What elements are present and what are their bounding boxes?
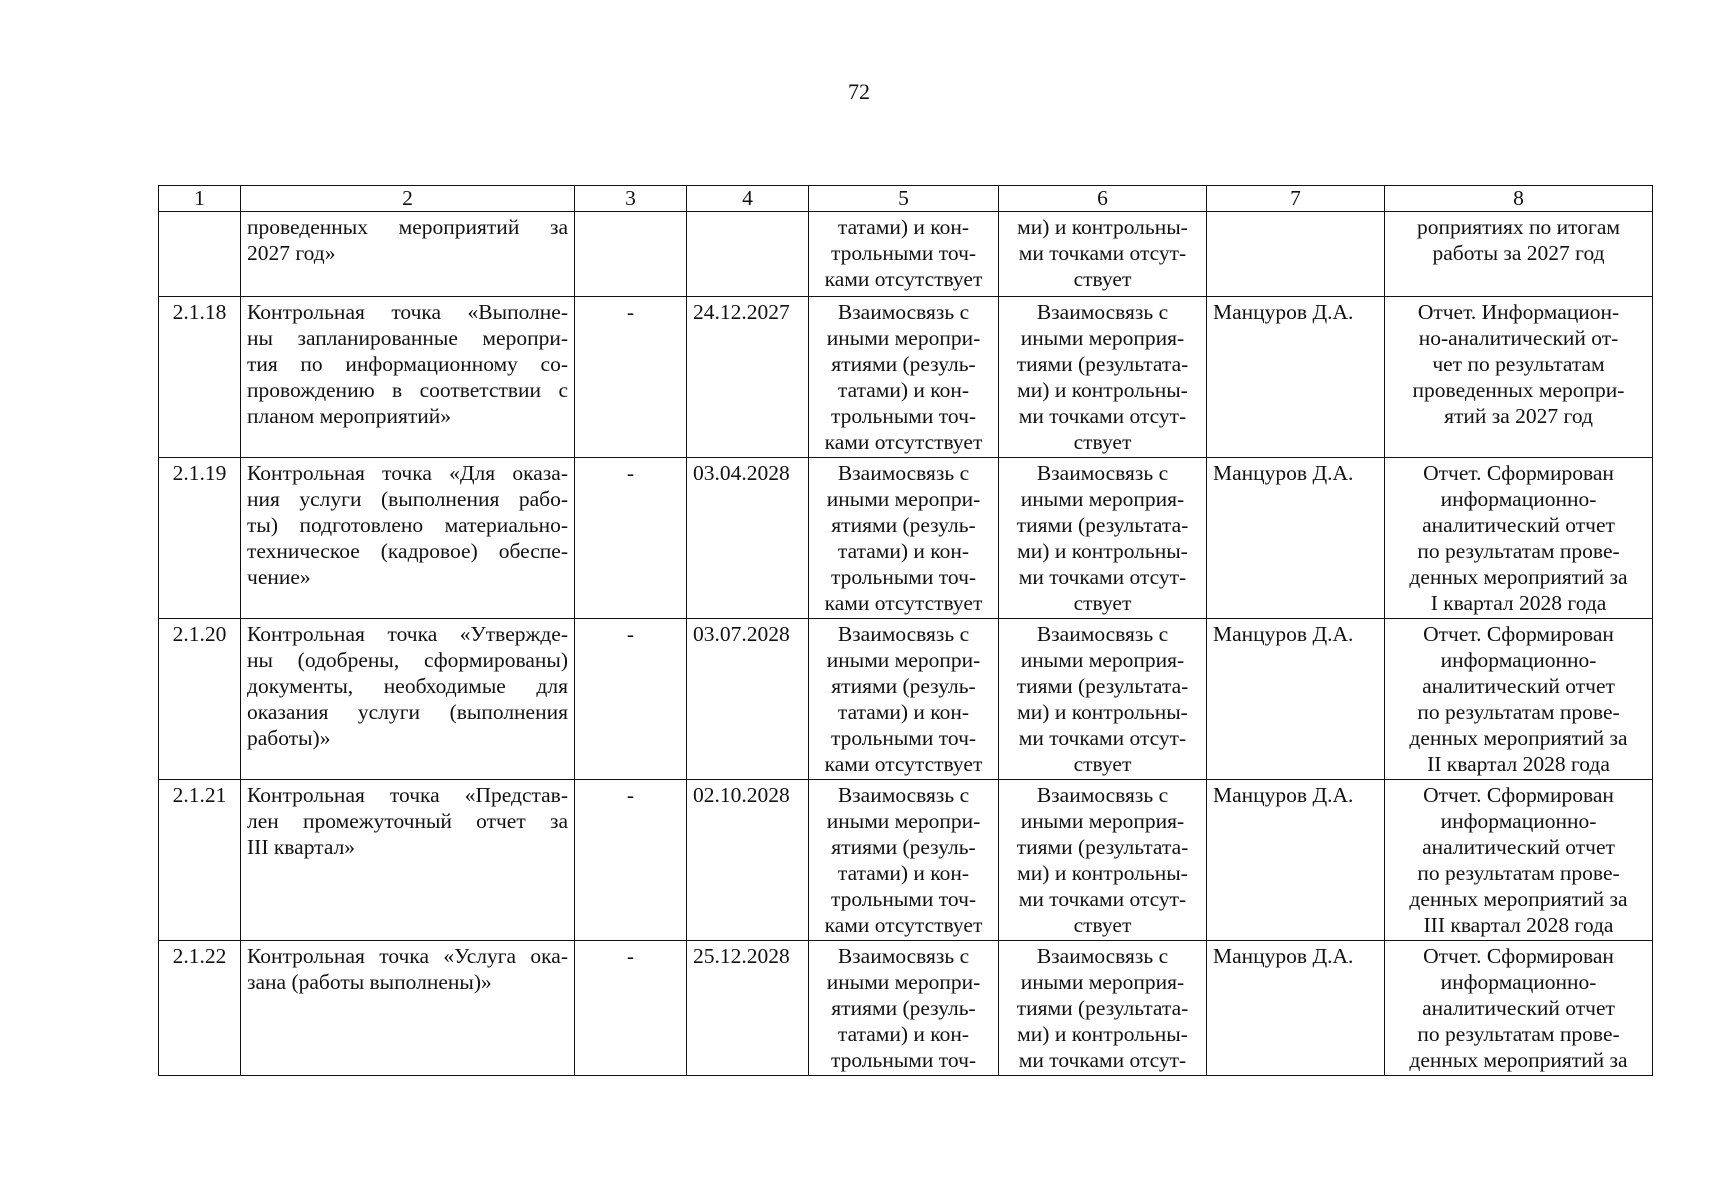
cell-text-line: Отчет. Сформирован — [1423, 783, 1614, 807]
cell-text-line: тия по информационному со- — [247, 352, 568, 376]
cell-text-line: техническое (кадровое) обеспе- — [247, 539, 568, 563]
table-row — [159, 619, 1653, 780]
cell-text-line: ны запланированные меропри- — [247, 326, 568, 350]
cell-text-line: ками отсутствует — [824, 913, 983, 937]
row-number-cell: 2.1.20 — [159, 619, 241, 780]
cell-text-line: иными меропри- — [826, 970, 981, 994]
cell-text-line: по результатам прове- — [1417, 1022, 1620, 1046]
responsible-person-cell: Манцуров Д.А. — [1207, 941, 1385, 1076]
cell-text-line: Взаимосвязь с — [1036, 300, 1169, 324]
cell-text-line: трольными точ- — [830, 241, 977, 265]
cell-text-line: Взаимосвязь с — [837, 944, 970, 968]
table-row — [159, 941, 1653, 1076]
relationship-results-cell — [999, 941, 1207, 1076]
column-header: 4 — [687, 186, 809, 212]
cell-text-line: татами) и кон- — [837, 539, 970, 563]
cell-text-line: зана (работы выполнены)» — [247, 970, 492, 994]
cell-text-line: денных мероприятий за — [1409, 565, 1628, 589]
cell-text-line: проведенных мероприятий за — [247, 215, 568, 239]
date-cell: 02.10.2028 — [687, 780, 809, 941]
cell-text-line: иными меропри- — [826, 487, 981, 511]
date-cell: 03.07.2028 — [687, 619, 809, 780]
cell-text-line: ятиями (резуль- — [831, 835, 976, 859]
cell-text-line: иными мероприя- — [1020, 648, 1185, 672]
cell-text-line: ми) и контрольны- — [1017, 378, 1188, 402]
cell-text-line: тиями (результата- — [1016, 513, 1189, 537]
cell-text-line: ками отсутствует — [824, 752, 983, 776]
cell-text-line: Отчет. Сформирован — [1423, 622, 1614, 646]
responsible-person-cell: Манцуров Д.А. — [1207, 619, 1385, 780]
cell-text-line: лен промежуточный отчет за — [247, 809, 568, 833]
cell-text-line: по результатам прове- — [1417, 700, 1620, 724]
result-document-cell — [1385, 941, 1653, 1076]
cell-text-line: трольными точ- — [830, 887, 977, 911]
cell-text-line: ками отсутствует — [824, 591, 983, 615]
cell-text-line: Контрольная точка «Представ- — [247, 783, 568, 807]
result-document-cell — [1385, 619, 1653, 780]
cell-text-line: трольными точ- — [830, 404, 977, 428]
table-body — [159, 186, 1653, 1076]
cell-text-line: Контрольная точка «Выполне- — [247, 300, 568, 324]
relationship-events-cell — [809, 297, 999, 458]
table-row — [159, 212, 1653, 297]
cell-text-line: Взаимосвязь с — [1036, 944, 1169, 968]
cell-text-line: иными мероприя- — [1020, 970, 1185, 994]
column-header: 1 — [159, 186, 241, 212]
cell-text-line: но-аналитический от- — [1418, 326, 1619, 350]
cell-text-line: работы)» — [247, 726, 331, 750]
row-number-cell — [159, 212, 241, 297]
cell-text-line: провождению в соответствии с — [247, 378, 568, 402]
cell-text-line: денных мероприятий за — [1409, 726, 1628, 750]
cell-text-line: 2027 год» — [247, 241, 336, 265]
date-cell: 03.04.2028 — [687, 458, 809, 619]
cell-text-line: аналитический отчет — [1422, 674, 1615, 698]
row-number-cell: 2.1.21 — [159, 780, 241, 941]
cell-text-line: ны (одобрены, сформированы) — [247, 648, 568, 672]
cell-text-line: ствует — [1073, 267, 1132, 291]
cell-text-line: роприятиях по итогам — [1416, 215, 1621, 239]
cell-text-line: Взаимосвязь с — [837, 461, 970, 485]
cell-text-line: татами) и кон- — [837, 861, 970, 885]
cell-text-line: информационно- — [1440, 809, 1597, 833]
relationship-events-cell — [809, 212, 999, 297]
cell-text-line: иными меропри- — [826, 326, 981, 350]
date-cell — [687, 212, 809, 297]
cell-text-line: татами) и кон- — [837, 215, 970, 239]
event-name-cell — [241, 619, 575, 780]
cell-text-line: Взаимосвязь с — [837, 300, 970, 324]
event-name-cell — [241, 297, 575, 458]
cell-text-line: информационно- — [1440, 970, 1597, 994]
page-number: 72 — [848, 79, 870, 104]
cell-text-line: ятиями (резуль- — [831, 996, 976, 1020]
cell-text-line: II квартал 2028 года — [1427, 752, 1610, 776]
cell-text-line: ствует — [1073, 591, 1132, 615]
cell-text-line: трольными точ- — [830, 1048, 977, 1072]
cell-text-line: ми точками отсут- — [1018, 726, 1187, 750]
cell-text-line: документы, необходимые для — [247, 674, 568, 698]
cell-text-line: ми точками отсут- — [1018, 565, 1187, 589]
cell-text-line: ятиями (резуль- — [831, 352, 976, 376]
cell-text-line: ми) и контрольны- — [1017, 539, 1188, 563]
cell-text-line: татами) и кон- — [837, 1022, 970, 1046]
cell-text-line: тиями (результата- — [1016, 996, 1189, 1020]
date-cell: 24.12.2027 — [687, 297, 809, 458]
cell-text-line: иными мероприя- — [1020, 326, 1185, 350]
cell-text-line: ми точками отсут- — [1018, 404, 1187, 428]
cell-text-line: Взаимосвязь с — [1036, 622, 1169, 646]
cell-text-line: планом мероприятий» — [247, 404, 452, 428]
responsible-person-cell: Манцуров Д.А. — [1207, 780, 1385, 941]
column-header: 3 — [575, 186, 687, 212]
cell-text-line: чение» — [247, 565, 311, 589]
relationship-events-cell — [809, 458, 999, 619]
cell-text-line: Взаимосвязь с — [1036, 783, 1169, 807]
relationship-events-cell — [809, 780, 999, 941]
table-row — [159, 458, 1653, 619]
result-document-cell — [1385, 297, 1653, 458]
result-document-cell — [1385, 458, 1653, 619]
cell-text-line: Отчет. Сформирован — [1423, 461, 1614, 485]
event-name-cell — [241, 212, 575, 297]
column-3-cell: - — [575, 619, 687, 780]
relationship-results-cell — [999, 458, 1207, 619]
cell-text-line: по результатам прове- — [1417, 539, 1620, 563]
relationship-results-cell — [999, 780, 1207, 941]
cell-text-line: ми) и контрольны- — [1017, 700, 1188, 724]
column-3-cell: - — [575, 780, 687, 941]
column-header: 5 — [809, 186, 999, 212]
column-header: 8 — [1385, 186, 1653, 212]
relationship-events-cell — [809, 619, 999, 780]
column-3-cell: - — [575, 297, 687, 458]
relationship-results-cell — [999, 297, 1207, 458]
cell-text-line: ми) и контрольны- — [1017, 1022, 1188, 1046]
cell-text-line: ками отсутствует — [824, 267, 983, 291]
cell-text-line: Взаимосвязь с — [837, 622, 970, 646]
cell-text-line: ми точками отсут- — [1018, 887, 1187, 911]
cell-text-line: аналитический отчет — [1422, 835, 1615, 859]
cell-text-line: иными мероприя- — [1020, 487, 1185, 511]
cell-text-line: тиями (результата- — [1016, 674, 1189, 698]
relationship-results-cell — [999, 619, 1207, 780]
column-3-cell: - — [575, 458, 687, 619]
cell-text-line: ятиями (резуль- — [831, 513, 976, 537]
event-name-cell — [241, 941, 575, 1076]
cell-text-line: Отчет. Информацион- — [1417, 300, 1620, 324]
cell-text-line: аналитический отчет — [1422, 996, 1615, 1020]
cell-text-line: тиями (результата- — [1016, 352, 1189, 376]
event-name-cell — [241, 780, 575, 941]
column-3-cell: - — [575, 941, 687, 1076]
cell-text-line: денных мероприятий за — [1409, 1048, 1628, 1072]
column-header: 7 — [1207, 186, 1385, 212]
column-3-cell — [575, 212, 687, 297]
cell-text-line: ми точками отсут- — [1018, 241, 1187, 265]
cell-text-line: трольными точ- — [830, 565, 977, 589]
result-document-cell — [1385, 212, 1653, 297]
cell-text-line: трольными точ- — [830, 726, 977, 750]
cell-text-line: информационно- — [1440, 648, 1597, 672]
cell-text-line: денных мероприятий за — [1409, 887, 1628, 911]
date-cell: 25.12.2028 — [687, 941, 809, 1076]
column-header: 6 — [999, 186, 1207, 212]
cell-text-line: Взаимосвязь с — [837, 783, 970, 807]
cell-text-line: ствует — [1073, 752, 1132, 776]
cell-text-line: проведенных меропри- — [1412, 378, 1625, 402]
cell-text-line: информационно- — [1440, 487, 1597, 511]
row-number-cell: 2.1.22 — [159, 941, 241, 1076]
cell-text-line: ятиями (резуль- — [831, 674, 976, 698]
cell-text-line: ятий за 2027 год — [1444, 404, 1593, 428]
cell-text-line: оказания услуги (выполнения — [247, 700, 568, 724]
cell-text-line: III квартал» — [247, 835, 356, 859]
cell-text-line: Отчет. Сформирован — [1423, 944, 1614, 968]
cell-text-line: ствует — [1073, 430, 1132, 454]
responsible-person-cell: Манцуров Д.А. — [1207, 458, 1385, 619]
cell-text-line: I квартал 2028 года — [1430, 591, 1607, 615]
cell-text-line: ми) и контрольны- — [1017, 861, 1188, 885]
cell-text-line: татами) и кон- — [837, 700, 970, 724]
cell-text-line: чет по результатам — [1432, 352, 1605, 376]
cell-text-line: иными меропри- — [826, 648, 981, 672]
cell-text-line: Контрольная точка «Услуга ока- — [247, 944, 568, 968]
cell-text-line: татами) и кон- — [837, 378, 970, 402]
event-name-cell — [241, 458, 575, 619]
cell-text-line: иными меропри- — [826, 809, 981, 833]
row-number-cell: 2.1.18 — [159, 297, 241, 458]
cell-text-line: иными мероприя- — [1020, 809, 1185, 833]
cell-text-line: аналитический отчет — [1422, 513, 1615, 537]
cell-text-line: по результатам прове- — [1417, 861, 1620, 885]
relationship-events-cell — [809, 941, 999, 1076]
cell-text-line: ты) подготовлено материально- — [247, 513, 568, 537]
table-row — [159, 780, 1653, 941]
column-number-header-row — [159, 186, 1653, 212]
responsible-person-cell: Манцуров Д.А. — [1207, 297, 1385, 458]
plan-table — [158, 185, 1653, 1076]
cell-text-line: ми) и контрольны- — [1017, 215, 1188, 239]
cell-text-line: III квартал 2028 года — [1423, 913, 1614, 937]
relationship-results-cell — [999, 212, 1207, 297]
column-header: 2 — [241, 186, 575, 212]
row-number-cell: 2.1.19 — [159, 458, 241, 619]
table-row — [159, 297, 1653, 458]
cell-text-line: Контрольная точка «Для оказа- — [247, 461, 568, 485]
cell-text-line: Взаимосвязь с — [1036, 461, 1169, 485]
cell-text-line: ствует — [1073, 913, 1132, 937]
cell-text-line: Контрольная точка «Утвержде- — [247, 622, 568, 646]
cell-text-line: ния услуги (выполнения рабо- — [247, 487, 568, 511]
responsible-person-cell — [1207, 212, 1385, 297]
cell-text-line: ми точками отсут- — [1018, 1048, 1187, 1072]
result-document-cell — [1385, 780, 1653, 941]
cell-text-line: ками отсутствует — [824, 430, 983, 454]
cell-text-line: тиями (результата- — [1016, 835, 1189, 859]
cell-text-line: работы за 2027 год — [1432, 241, 1605, 265]
